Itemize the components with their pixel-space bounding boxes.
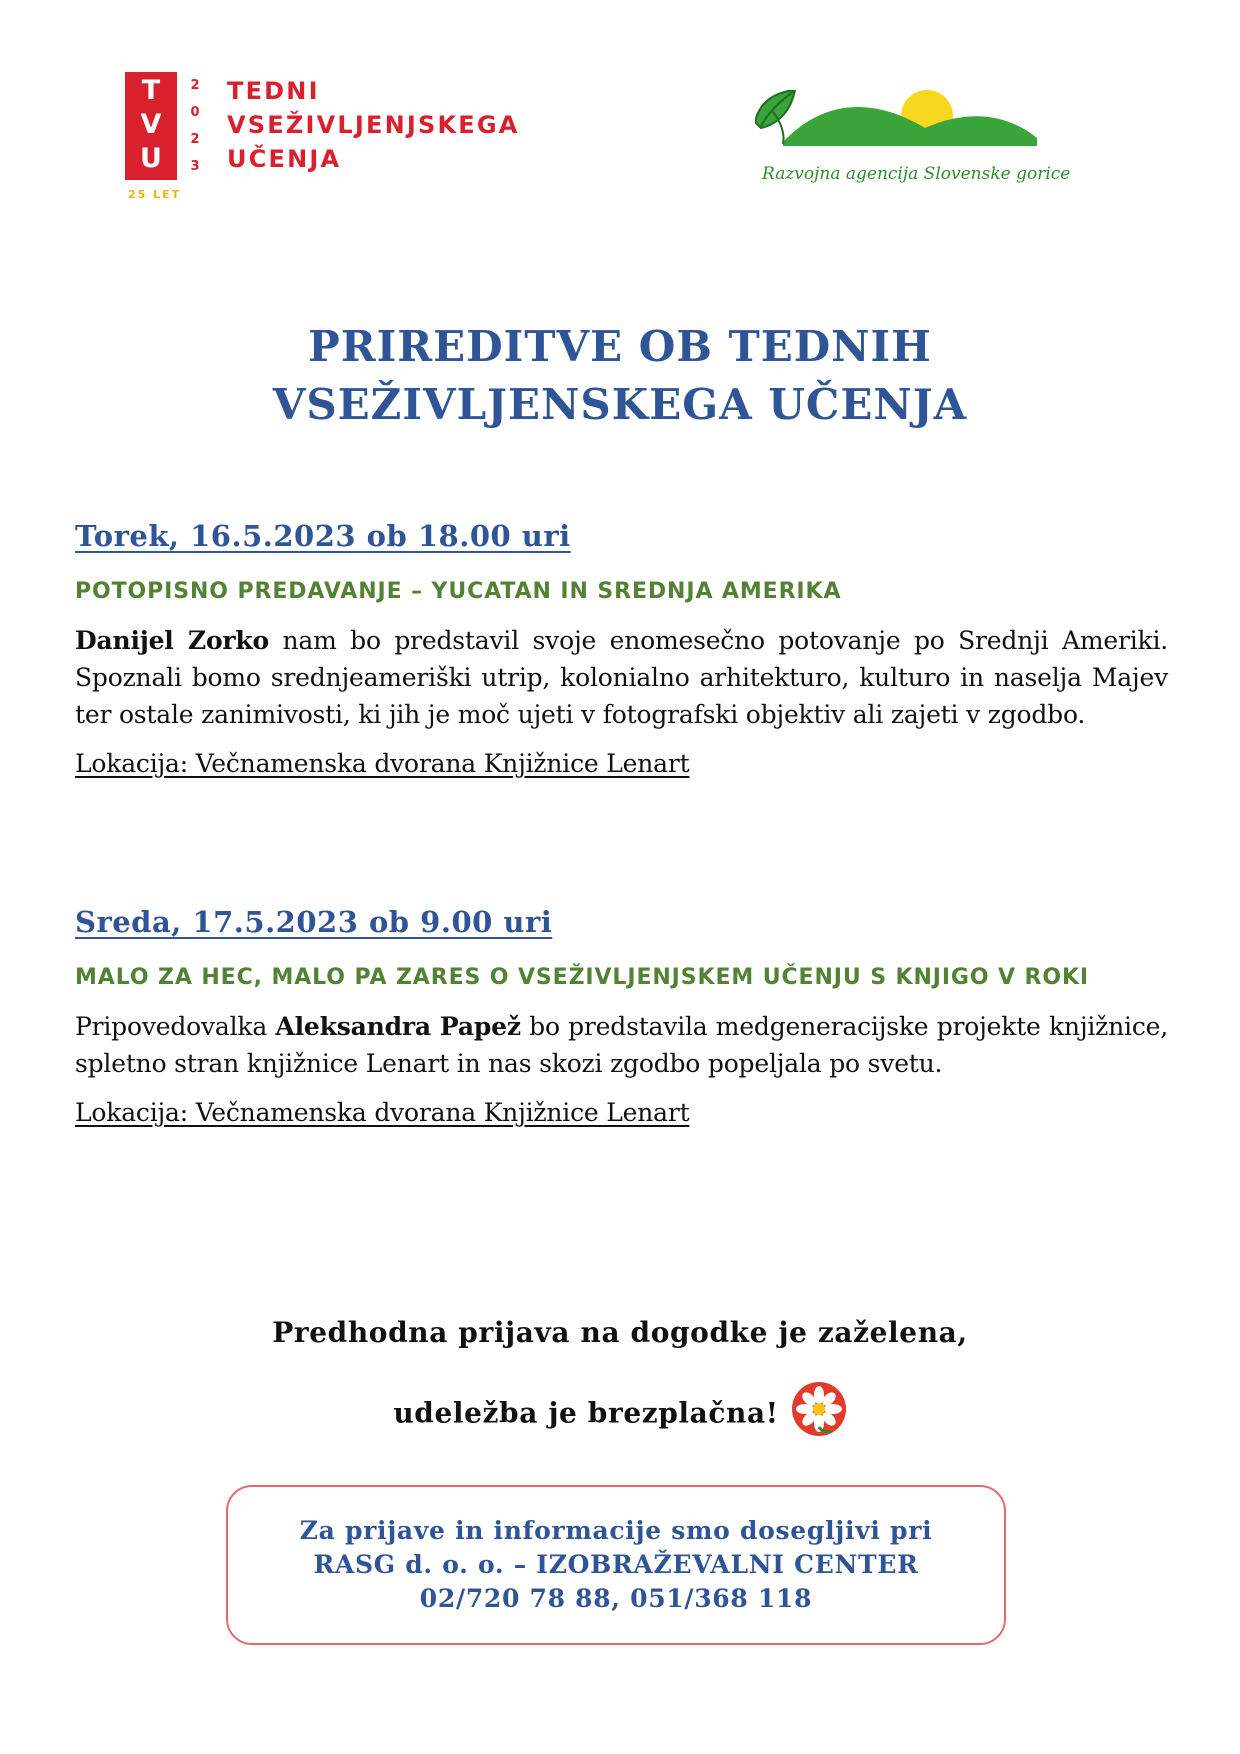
tvu-line: UČENJA <box>227 145 342 173</box>
tvu-letter: T <box>141 75 161 106</box>
event-location: Lokacija: Večnamenska dvorana Knjižnice Lenart <box>75 1098 690 1127</box>
tvu-letter: V <box>140 109 162 140</box>
event-intro: Pripovedovalka <box>75 1012 276 1041</box>
tvu-letter: U <box>140 143 162 174</box>
tvu-line: VSEŽIVLJENJSKEGA <box>227 111 520 139</box>
tvu-year <box>188 72 202 180</box>
hills-sun-leaf-icon <box>755 90 1055 162</box>
registration-note: Predhodna prijava na dogodke je zaželena, <box>272 1316 968 1349</box>
event-date: Torek, 16.5.2023 ob 18.00 uri <box>75 519 571 553</box>
event-speaker: Danijel Zorko <box>75 626 269 655</box>
event-description-text: bo predstavila medgeneracijske projekte knjižnice, spletno stran knjižnice Lenart in nas skozi zgodbo popeljala po svetu. <box>75 1012 1168 1078</box>
free-entry-text: udeležba je brezplačna! <box>393 1396 779 1430</box>
event-date: Sreda, 17.5.2023 ob 9.00 uri <box>75 905 553 939</box>
page-title-line: PRIREDITVE OB TEDNIH <box>308 322 932 371</box>
agency-name: Razvojna agencija Slovenske gorice <box>762 164 1071 184</box>
tvu-year-digit: 0 <box>190 105 200 120</box>
event-title: MALO ZA HEC, MALO PA ZARES O VSEŽIVLJENJSKEM UČENJU S KNJIGO V ROKI <box>75 965 1090 990</box>
event-description-text: nam bo predstavil svoje enomesečno potovanje po Srednji Ameriki. Spoznali bomo srednjeameriški utrip, kolonialno arhitekturo, kulturo in naselja Majev ter ostale zanimivosti, ki jih je moč ujeti v fotografski objektiv ali zajeti v zgodbo. <box>75 626 1168 729</box>
tvu-letter-block <box>125 72 177 180</box>
free-entry-note <box>120 1387 1120 1443</box>
tvu-year-digit: 2 <box>190 132 200 147</box>
event-description <box>75 1008 1168 1082</box>
contact-line: Za prijave in informacije smo dosegljivi pri <box>299 1516 933 1545</box>
event-location: Lokacija: Večnamenska dvorana Knjižnice Lenart <box>75 749 690 778</box>
tvu-line: TEDNI <box>227 77 320 105</box>
tvu-wordmark <box>227 74 520 176</box>
event-description <box>75 622 1168 733</box>
tvu-year-digit: 3 <box>190 159 200 174</box>
event-title: POTOPISNO PREDAVANJE – YUCATAN IN SREDNJA AMERIKA <box>75 579 842 604</box>
contact-line: RASG d. o. o. – IZOBRAŽEVALNI CENTER <box>313 1550 919 1579</box>
event-speaker: Aleksandra Papež <box>275 1012 521 1041</box>
tvu-anniversary: 25 LET <box>128 188 182 201</box>
daisy-icon <box>791 1381 847 1437</box>
agency-logo <box>755 90 1071 190</box>
event-2 <box>75 902 1168 1131</box>
event-1 <box>75 516 1168 782</box>
page-title-line: VSEŽIVLJENSKEGA UČENJA <box>272 380 968 429</box>
tvu-year-digit: 2 <box>190 78 200 93</box>
tvu-logo <box>125 72 545 207</box>
contact-phones: 02/720 78 88, 051/368 118 <box>419 1584 813 1613</box>
contact-box <box>226 1485 1006 1645</box>
page-title <box>120 318 1120 434</box>
